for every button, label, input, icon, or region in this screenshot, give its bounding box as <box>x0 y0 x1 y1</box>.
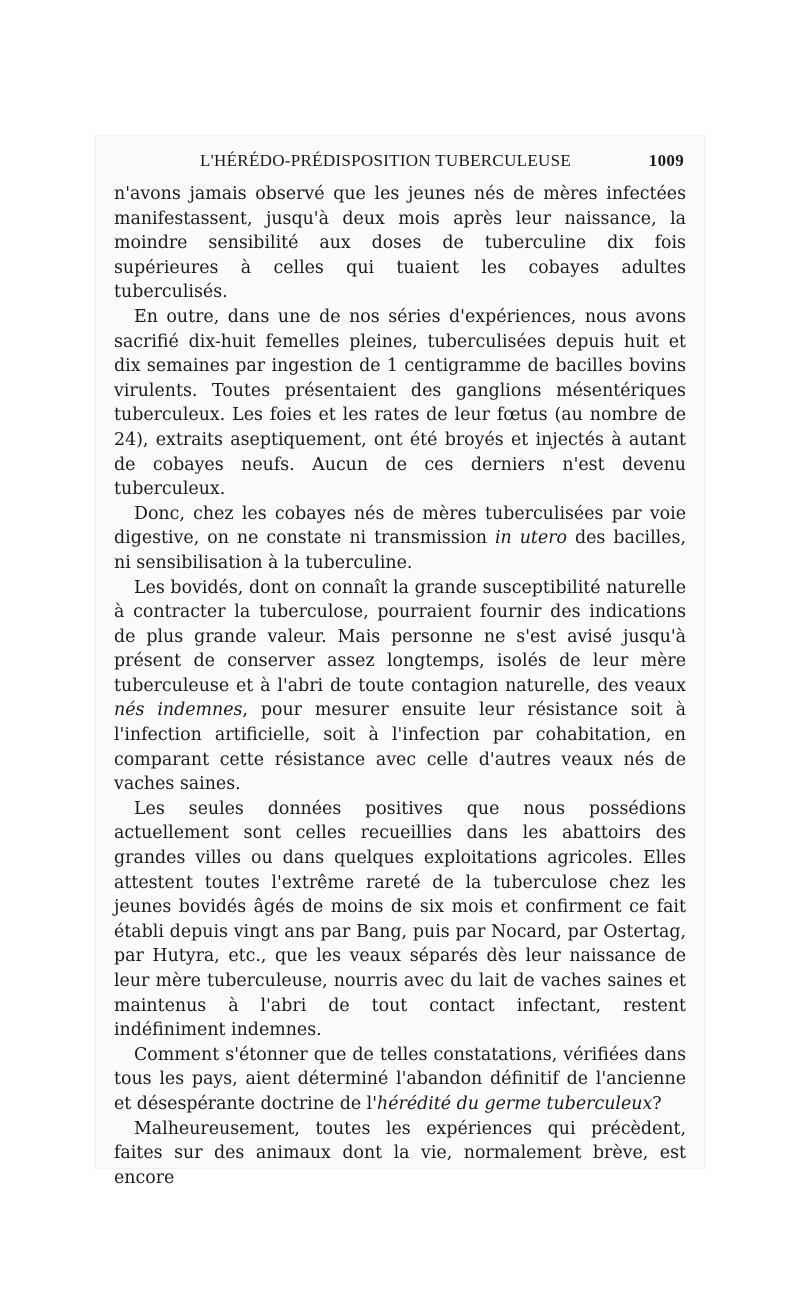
text-run: Donc, chez les cobayes nés de mères tuberculisées par voie digestive, on ne constate ni transmission <box>114 503 686 549</box>
text-run: Les seules données positives que nous possédions actuellement sont celles recueillies dans les abattoirs des grandes villes ou dans quelques exploitations agricoles. Elles attestent toutes l'extrême rareté de la tuberculose chez les jeunes bovidés âgés de moins de six mois et confirment ce fait établi depuis vingt ans par Bang, puis par Nocard, par Ostertag, par Hutyra, etc., que les veaux séparés dès leur naissance de leur mère tuberculeuse, nourris avec du lait de vaches saines et maintenus à l'abri de tout contact infectant, restent indéfiniment indemnes. <box>114 798 686 1041</box>
italic-phrase: in utero <box>494 528 567 549</box>
italic-phrase: hérédité du germe tuberculeux <box>377 1093 653 1114</box>
paragraph <box>114 1043 686 1117</box>
running-title: L'HÉRÉDO-PRÉDISPOSITION TUBERCULEUSE <box>200 151 572 170</box>
text-run: ? <box>652 1093 662 1114</box>
text-run: Malheureusement, toutes les expériences qui précèdent, faites sur des animaux dont la vie, normalement brève, est encore <box>114 1118 686 1188</box>
text-run: Comment s'étonner que de telles constatations, vérifiées dans tous les pays, aient déterminé l'abandon définitif de l'ancienne et désespérante doctrine de l' <box>114 1044 686 1114</box>
text-run: Les bovidés, dont on connaît la grande susceptibilité naturelle à contracter la tuberculose, pourraient fournir des indications de plus grande valeur. Mais personne ne s'est avisé jusqu'à présent de conserver assez longtemps, isolés de leur mère tuberculeuse et à l'abri de toute contagion naturelle, des veaux <box>114 577 686 696</box>
text-run: des bacilles, ni sensibilisation à la tuberculine. <box>114 528 686 573</box>
text-run: En outre, dans une de nos séries d'expériences, nous avons sacrifié dix-huit femelles pleines, tuberculisées depuis huit et dix semaines par ingestion de 1 centigramme de bacilles bovins virulents. Toutes présentaient des ganglions mésentériques tuberculeux. Les foies et les rates de leur fœtus (au nombre de 24), extraits aseptiquement, ont été broyés et injectés à autant de cobayes neufs. Aucun de ces derniers n'est devenu tuberculeux. <box>114 306 686 500</box>
body-text <box>114 182 686 1190</box>
text-run: n'avons jamais observé que les jeunes nés de mères infectées manifestassent, jusqu'à deux mois après leur naissance, la moindre sensibilité aux doses de tuberculine dix fois supérieures à celles qui tuaient les cobayes adultes tuberculisés. <box>114 184 686 303</box>
page-header <box>100 151 690 175</box>
paragraph <box>114 1117 686 1191</box>
paragraph <box>114 576 686 797</box>
paragraph <box>114 797 686 1043</box>
text-run: , pour mesurer ensuite leur résistance soit à l'infection artificielle, soit à l'infection par cohabitation, en comparant cette résistance avec celle d'autres veaux nés de vaches saines. <box>114 700 686 795</box>
paragraph <box>114 182 686 305</box>
paragraph <box>114 502 686 576</box>
paragraph <box>114 305 686 502</box>
page-number: 1009 <box>648 151 684 170</box>
italic-phrase: nés indemnes <box>114 700 243 721</box>
